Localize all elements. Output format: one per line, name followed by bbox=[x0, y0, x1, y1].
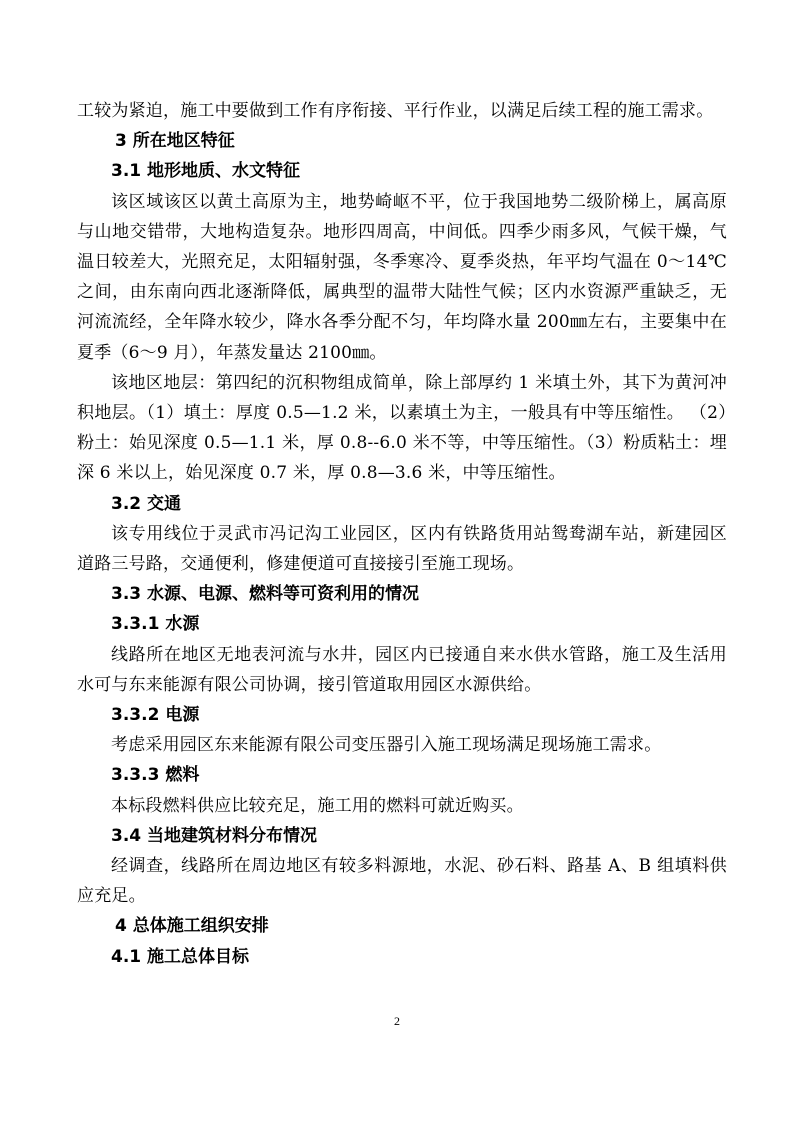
paragraph: 工较为紧迫，施工中要做到工作有序衔接、平行作业，以满足后续工程的施工需求。 bbox=[77, 101, 714, 121]
section-heading: 3.3.1 水源 bbox=[111, 614, 200, 635]
paragraph: 考虑采用园区东来能源有限公司变压器引入施工现场满足现场施工需求。 bbox=[111, 735, 662, 756]
paragraph: 该区域该区以黄土高原为主，地势崎岖不平，位于我国地势二级阶梯上，属高原与山地交错带，大地构造复杂。地形四周高，中间低。四季少雨多风，气候干燥，气温日较差大，光照充足，太阳辐射强，冬季寒冷、夏季炎热，年平均气温在 0～14℃之间，由东南向西北逐渐降低，属典型的温带大陆性气候；区内水资源严重缺乏，无河流流经，全年降水较少，降水各季分配不匀，年均降水量 200㎜左右，主要集中在夏季（6～9 月），年蒸发量达 2100㎜。 bbox=[77, 191, 727, 363]
section-heading: 3.3.2 电源 bbox=[111, 705, 200, 726]
document-body bbox=[77, 96, 727, 972]
paragraph: 本标段燃料供应比较充足，施工用的燃料可就近购买。 bbox=[111, 795, 524, 816]
page-number: 2 bbox=[394, 1014, 400, 1028]
section-heading: 3.3 水源、电源、燃料等可资利用的情况 bbox=[111, 584, 420, 605]
paragraph: 线路所在地区无地表河流与水井，园区内已接通自来水供水管路，施工及生活用水可与东来能源有限公司协调，接引管道取用园区水源供给。 bbox=[77, 644, 727, 695]
section-heading: 3.4 当地建筑材料分布情况 bbox=[111, 825, 318, 846]
paragraph: 经调查，线路所在周边地区有较多料源地，水泥、砂石料、路基 A、B 组填料供应充足。 bbox=[77, 856, 727, 907]
section-heading: 3.3.3 燃料 bbox=[111, 765, 200, 786]
section-heading: 4 总体施工组织安排 bbox=[115, 916, 269, 937]
paragraph: 该地区地层：第四纪的沉积物组成简单，除上部厚约 1 米填土外，其下为黄河冲积地层。（1）填土：厚度 0.5—1.2 米，以素填土为主，一般具有中等压缩性。 （2）粉土：始见深度 0.5—1.1 米，厚 0.8--6.0 米不等，中等压缩性。（3）粉质粘土：埋深 6 米以上，始见深度 0.7 米，厚 0.8—3.6 米，中等压缩性。 bbox=[77, 372, 727, 484]
section-heading: 3.1 地形地质、水文特征 bbox=[111, 161, 301, 182]
section-heading: 3.2 交通 bbox=[111, 493, 182, 514]
section-heading: 3 所在地区特征 bbox=[115, 131, 235, 152]
paragraph: 该专用线位于灵武市冯记沟工业园区，区内有铁路货用站鸳鸯湖车站，新建园区道路三号路，交通便利，修建便道可直接接引至施工现场。 bbox=[77, 523, 727, 575]
section-heading: 4.1 施工总体目标 bbox=[111, 946, 250, 967]
